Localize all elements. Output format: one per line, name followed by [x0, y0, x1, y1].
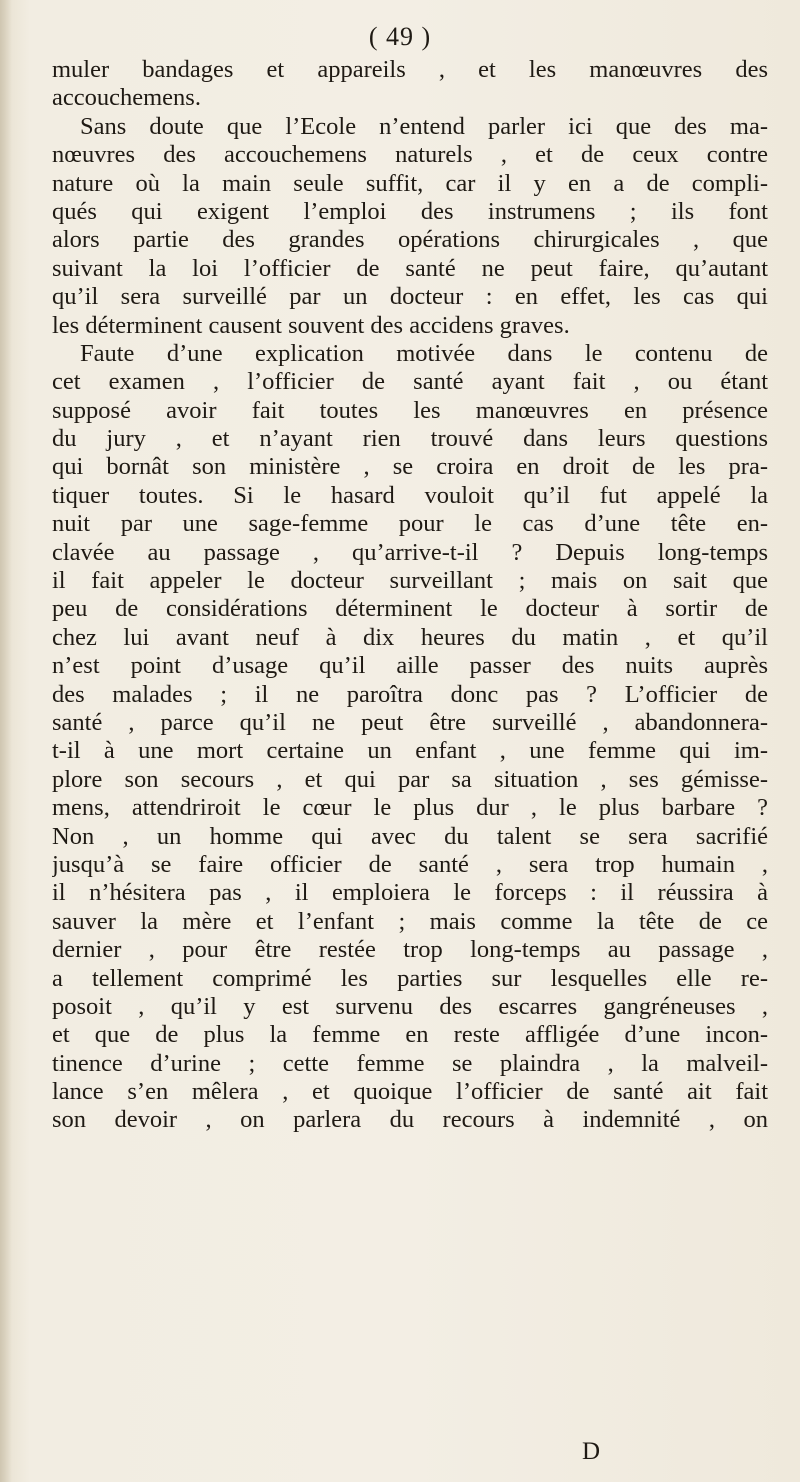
text-line: nature où la main seule suffit, car il y en a de compli-: [52, 169, 768, 197]
text-line: Faute d’une explication motivée dans le contenu de: [80, 339, 768, 367]
text-line: il fait appeler le docteur surveillant ; mais on sait que: [52, 567, 768, 595]
text-line: posoit , qu’il y est survenu des escarres gangréneuses ,: [52, 992, 768, 1020]
text-line: son devoir , on parlera du recours à indemnité , on: [52, 1106, 768, 1134]
text-line: plore son secours , et qui par sa situation , ses gémisse-: [52, 765, 768, 793]
text-line: sauver la mère et l’enfant ; mais comme la tête de ce: [52, 907, 768, 935]
text-line: jusqu’à se faire officier de santé , sera trop humain ,: [52, 850, 768, 878]
text-line: a tellement comprimé les parties sur lesquelles elle re-: [52, 964, 768, 992]
text-line: il n’hésitera pas , il emploiera le forceps : il réussira à: [52, 879, 768, 907]
text-line: qu’il sera surveillé par un docteur : en effet, les cas qui: [52, 283, 768, 311]
text-line: nuit par une sage-femme pour le cas d’une tête en-: [52, 510, 768, 538]
text-line: cet examen , l’officier de santé ayant fait , ou étant: [52, 368, 768, 396]
text-line: et que de plus la femme en reste affligée d’une incon-: [52, 1021, 768, 1049]
text-line: clavée au passage , qu’arrive-t-il ? Depuis long-temps: [52, 538, 768, 566]
body-text: [52, 56, 768, 1135]
text-line: muler bandages et appareils , et les manœuvres des: [52, 56, 768, 83]
text-line: n’est point d’usage qu’il aille passer des nuits auprès: [52, 652, 768, 680]
text-line: tinence d’urine ; cette femme se plaindra , la malveil-: [52, 1049, 768, 1077]
binding-gutter-shadow: [0, 0, 12, 1482]
text-line: santé , parce qu’il ne peut être surveillé , abandonnera-: [52, 708, 768, 736]
text-line: Non , un homme qui avec du talent se sera sacrifié: [52, 822, 768, 850]
signature-mark-row: [0, 1438, 800, 1470]
text-line: lance s’en mêlera , et quoique l’officier de santé ait fait: [52, 1078, 768, 1106]
text-line: suivant la loi l’officier de santé ne peut faire, qu’autant: [52, 254, 768, 282]
text-line: alors partie des grandes opérations chirurgicales , que: [52, 226, 768, 254]
text-line: peu de considérations déterminent le docteur à sortir de: [52, 595, 768, 623]
text-line: Sans doute que l’Ecole n’entend parler ici que des ma-: [80, 112, 768, 140]
text-line: mens, attendriroit le cœur le plus dur , le plus barbare ?: [52, 794, 768, 822]
text-line: du jury , et n’ayant rien trouvé dans leurs questions: [52, 425, 768, 453]
text-line: qui bornât son ministère , se croira en droit de les pra-: [52, 453, 768, 481]
text-line: accouchemens.: [52, 84, 201, 112]
text-line: tiquer toutes. Si le hasard vouloit qu’il fut appelé la: [52, 481, 768, 509]
text-line: t-il à une mort certaine un enfant , une femme qui im-: [52, 737, 768, 765]
text-line: qués qui exigent l’emploi des instrumens ; ils font: [52, 197, 768, 225]
text-line: dernier , pour être restée trop long-temps au passage ,: [52, 936, 768, 964]
text-line: les déterminent causent souvent des accidens graves.: [52, 311, 570, 339]
text-line: nœuvres des accouchemens naturels , et de ceux contre: [52, 141, 768, 169]
text-line: supposé avoir fait toutes les manœuvres en présence: [52, 396, 768, 424]
text-line: des malades ; il ne paroîtra donc pas ? L’officier de: [52, 680, 768, 708]
signature-mark: D: [581, 1438, 600, 1465]
text-line: chez lui avant neuf à dix heures du matin , et qu’il: [52, 623, 768, 651]
page-number: ( 49 ): [368, 22, 432, 51]
